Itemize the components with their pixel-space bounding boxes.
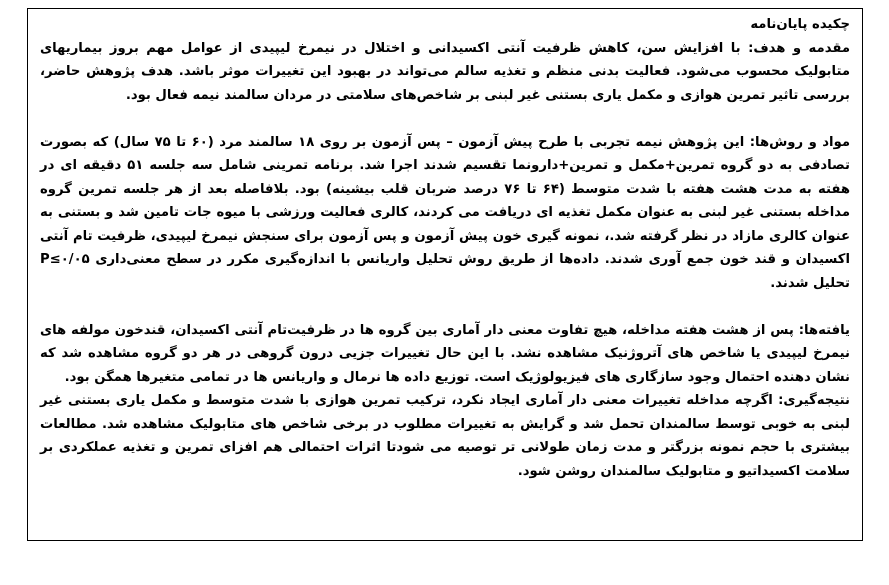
- methods-paragraph: مواد و روش‌ها: این پژوهش نیمه تجربی با طرح پیش آزمون – پس آزمون بر روی ۱۸ سالمند مرد (۶۰ تا ۷۵ سال) که بصورت تصادفی به دو گروه تمرین+مکمل و تمرین+دارونما تقسیم شدند اجرا شد. برنامه تمرینی شامل سه جلسه ۵۱ دقیقه ای در هفته به مدت هشت هفته با شدت متوسط (۶۴ تا ۷۶ درصد ضربان قلب بیشینه) بود. بلافاصله بعد از هر جلسه تمرین گروه مداخله بستنی غیر لبنی به عنوان مکمل تغذیه ای دریافت می کردند، کالری فعالیت ورزشی با میوه جات تامین شد و بستنی به عنوان کالری مازاد در نظر گرفته شد.، نمونه گیری خون پیش آزمون و پس آزمون برای سنجش نیمرخ لیپیدی، ظرفیت تام آنتی اکسیدان و قند خون جمع آوری شدند. داده‌ها از طریق روش تحلیل واریانس با اندازه‌گیری مکرر در سطح معنی‌داری P≤۰/۰۵ تحلیل شدند.: [40, 134, 851, 291]
- conclusion-paragraph: نتیجه‌گیری: اگرچه مداخله تغییرات معنی دار آماری ایجاد نکرد، ترکیب تمرین هوازی با شدت متوسط و مکمل یاری بستنی غیر لبنی به خوبی توسط سالمندان تحمل شد و گرایش به تغییرات مطلوب در برخی شاخص های متابولیک مشاهده شد. مطالعات بیشتری با حجم نمونه بزرگتر و مدت زمان طولانی تر توصیه می شود‌تا اثرات احتمالی هم افزای تمرین و تغذیه عملکردی بر سلامت اکسیداتیو و متابولیک سالمندان روشن شود.: [40, 393, 850, 479]
- intro-paragraph: مقدمه و هدف: با افزایش سن، کاهش ظرفیت آنتی اکسیدانی و اختلال در نیمرخ لیپیدی از عوامل مهم بروز بیماریهای متابولیک محسوب می‌شود. فعالیت بدنی منظم و تغذیه سالم می‌تواند در بهبود این تغییرات موثر باشد. هدف پژوهش حاضر، بررسی تاثیر تمرین هوازی و مکمل یاری بستنی غیر لبنی بر شاخص‌های سلامتی در مردان سالمند نیمه فعال بود.: [40, 40, 850, 103]
- paragraph-gap: [40, 107, 850, 131]
- abstract-title: چکیده پایان‌نامه: [750, 17, 850, 32]
- abstract-frame: [27, 8, 863, 541]
- paragraph-gap: [40, 295, 850, 319]
- findings-paragraph: یافته‌ها: پس از هشت هفته مداخله، هیچ تفاوت معنی دار آماری بین گروه ها در ظرفیت‌تام آنتی اکسیدان، قندخون مولفه های نیمرخ لیپیدی یا شاخص های آتروژنیک مشاهده نشد. با این حال تغییرات جزیی درون گروهی در هر دو گروه مشاهده شد که نشان دهنده احتمال وجود سازگاری های فیزیولوژیک است. توزیع داده ها نرمال و واریانس ها در تمامی متغیرها همگن بود.: [40, 322, 850, 385]
